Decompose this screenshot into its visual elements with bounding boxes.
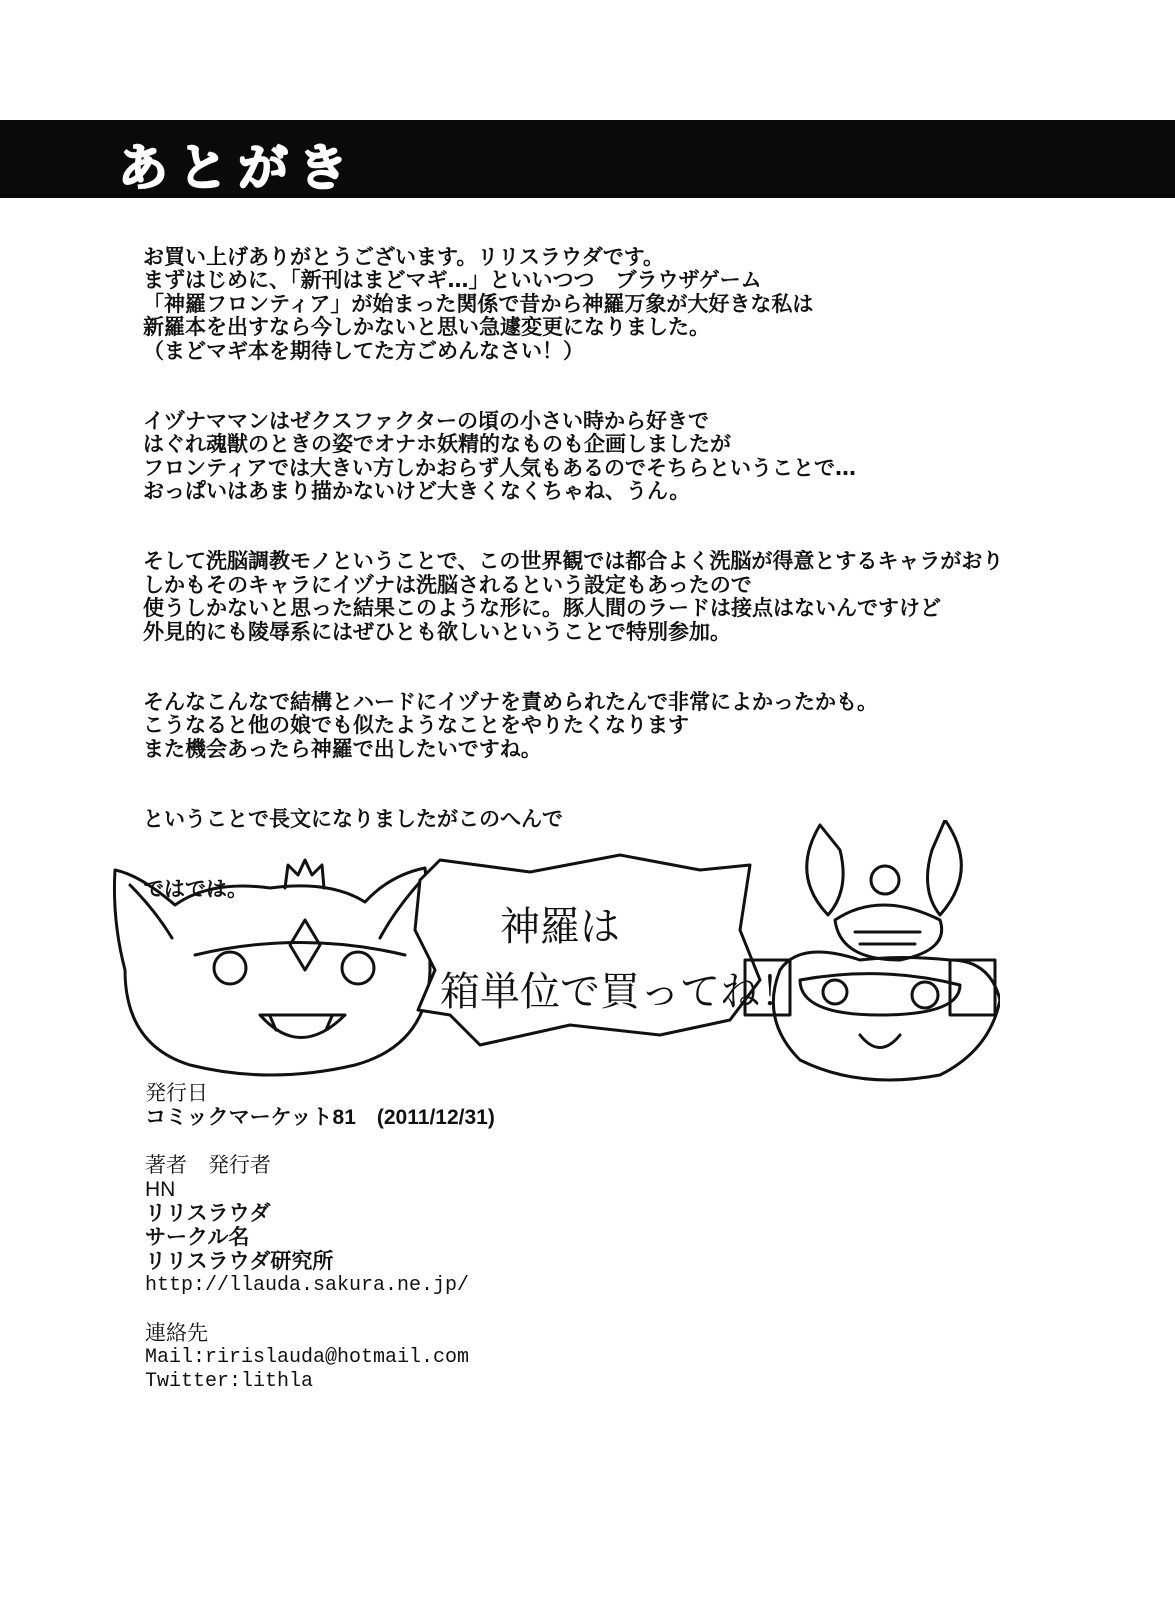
author-label: 著者 発行者 (145, 1154, 271, 1177)
afterword-paragraph-2: イヅナママンはゼクスファクターの頃の小さい時から好きで はぐれ魂獣のときの姿でオナホ妖精的なものも企画しましたが フロンティアでは大きい方しかおらず人気もあるのでそちらということで… おっぱいはあまり描かないけど大きくなくちゃね、うん。 (143, 408, 856, 503)
bubble-line-2: 箱単位で買ってね！ (440, 969, 800, 1015)
samurai-mascot-drawing (745, 820, 1000, 1080)
cat-mascot-drawing (114, 860, 430, 1075)
hn-label: HN (145, 1178, 176, 1201)
author-name: リリスラウダ (145, 1202, 271, 1225)
event-and-date: コミックマーケット81 (2011/12/31) (145, 1106, 495, 1129)
afterword-paragraph-4: そんなこんなで結構とハードにイヅナを責められたんで非常によかったかも。 こうなると他の娘でも似たようなことをやりたくなります また機会あったら神羅で出したいですね。 (143, 689, 878, 761)
circle-name: リリスラウダ研究所 (145, 1250, 334, 1273)
afterword-paragraph-5: ということで長文になりましたがこのへんで (143, 806, 563, 831)
publish-date-label: 発行日 (145, 1082, 208, 1105)
contact-twitter: Twitter:lithla (145, 1370, 314, 1393)
character-illustration (100, 820, 1000, 1090)
bubble-line-1: 神羅は (500, 904, 620, 950)
afterword-paragraph-1: お買い上げありがとうございます。リリスラウダです。 まずはじめに、「新刊はまどマギ…」といいつつ ブラウザゲーム 「神羅フロンティア」が始まった関係で昔から神羅万象が大好きな私は 新羅本を出すなら今しかないと思い急遽変更になりました。 （まどマギ本を期待してた方ごめんなさい！） (143, 244, 814, 363)
circle-label: サークル名 (145, 1226, 250, 1249)
speech-bubble (415, 855, 800, 1045)
page-title: あとがき (118, 139, 358, 197)
afterword-paragraph-6: ではでは。 (143, 876, 248, 901)
website-url: http://llauda.sakura.ne.jp/ (145, 1274, 470, 1297)
afterword-paragraph-3: そして洗脳調教モノということで、この世界観では都合よく洗脳が得意とするキャラがおり しかもそのキャラにイヅナは洗脳されるという設定もあったので 使うしかないと思った結果このような形に。豚人間のラードは接点はないんですけど 外見的にも陵辱系にはぜひとも欲しいということで特別参加。 (143, 549, 1004, 644)
contact-email: Mail:ririslauda@hotmail.com (145, 1346, 470, 1369)
contact-label: 連絡先 (145, 1322, 208, 1345)
title-banner (0, 120, 1175, 198)
colophon (145, 1082, 845, 1394)
